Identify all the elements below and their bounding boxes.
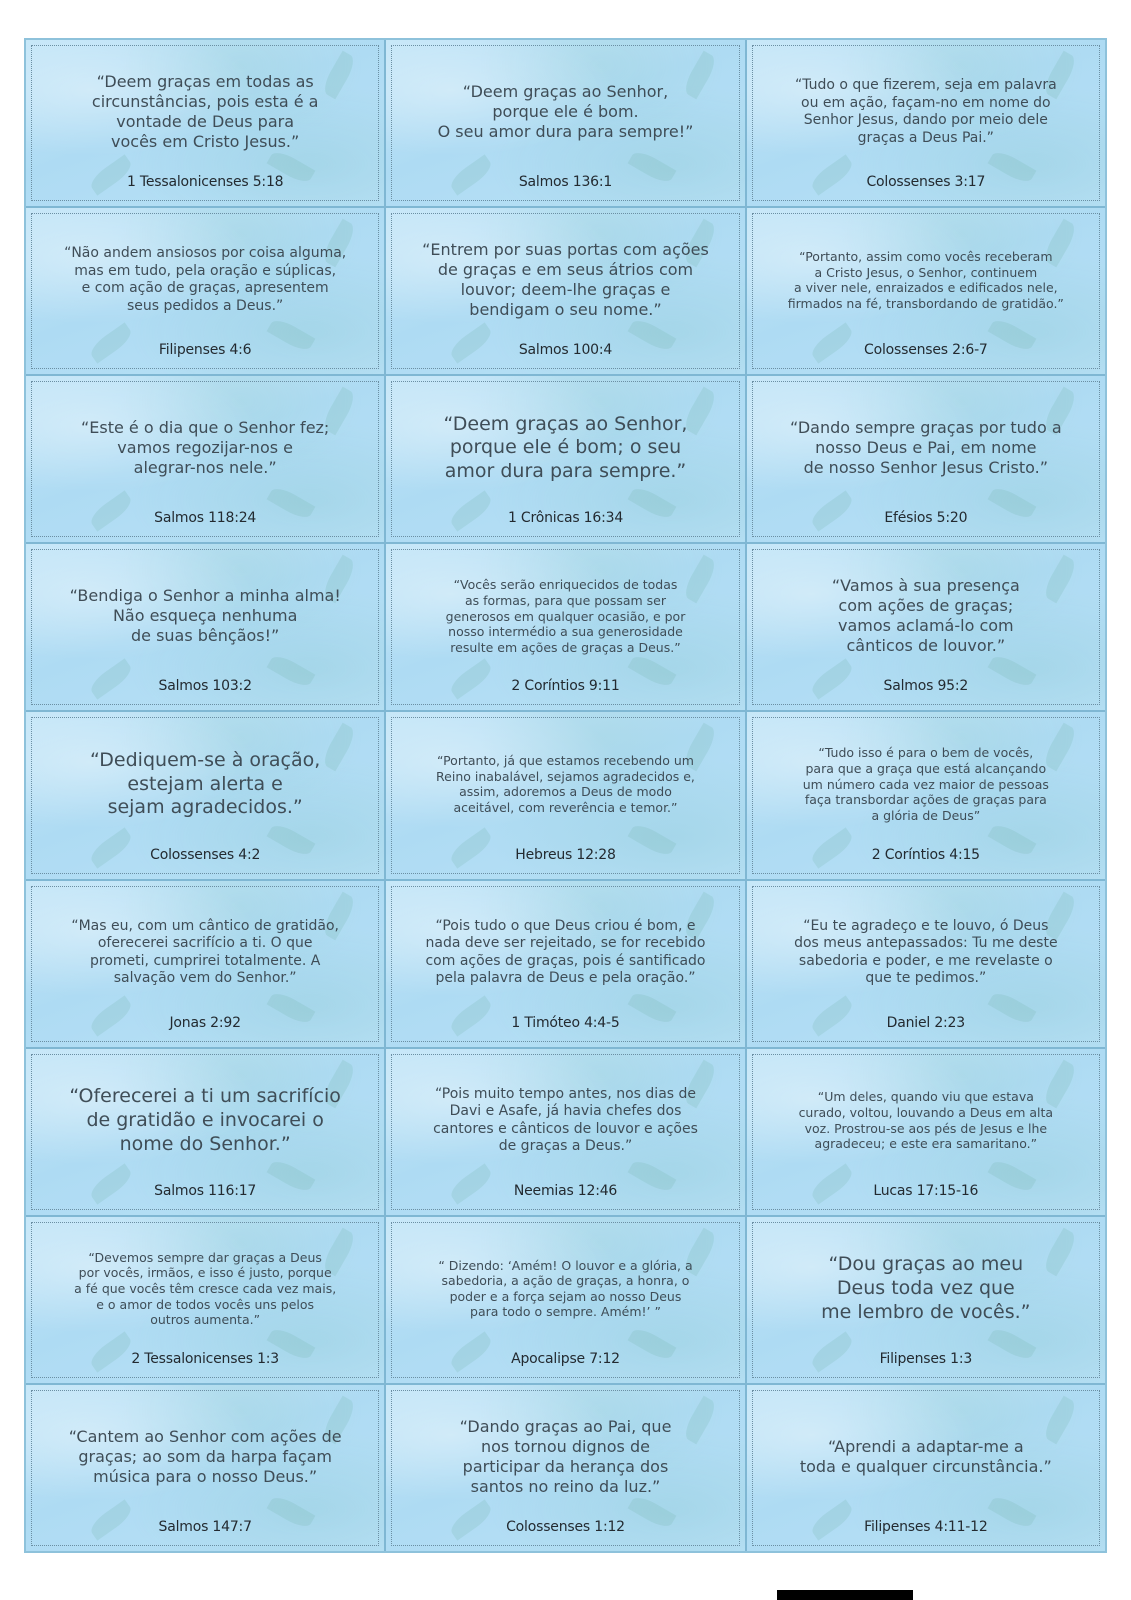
- verse-reference: Apocalipse 7:12: [511, 1350, 620, 1367]
- verse-card: [747, 208, 1105, 374]
- verse-quote: “Vamos à sua presença com ações de graças; vamos aclamá-lo com cânticos de louvor.”: [831, 576, 1020, 656]
- verse-reference: Salmos 100:4: [518, 342, 613, 359]
- verse-reference: Filipenses 1:3: [879, 1350, 973, 1367]
- verse-card: [26, 544, 384, 710]
- verse-reference: Salmos 147:7: [158, 1519, 252, 1535]
- verse-card: [386, 208, 744, 374]
- verse-card: [26, 40, 384, 206]
- verse-quote: “Portanto, assim como vocês receberam a Cristo Jesus, o Senhor, continuem a viver nele, enraizados e edificados nele, firmados na fé, transbordando de gratidão.”: [787, 248, 1064, 311]
- verse-quote: “Um deles, quando viu que estava curado, voltou, louvando a Deus em alta voz. Prostrou-se aos pés de Jesus e lhe agradeceu; e este era samaritano.”: [798, 1089, 1054, 1152]
- verse-quote: “Eu te agradeço e te louvo, ó Deus dos meus antepassados: Tu me deste sabedoria e poder, e me revelaste o que te pedimos.”: [794, 917, 1058, 987]
- verse-quote: “Dou graças ao meu Deus toda vez que me lembro de vocês.”: [821, 1253, 1031, 1323]
- verse-reference: Salmos 95:2: [883, 678, 969, 695]
- verse-card: [26, 1217, 384, 1383]
- verse-reference: Colossenses 4:2: [150, 846, 261, 863]
- verse-card: [26, 376, 384, 542]
- verse-card: [26, 881, 384, 1047]
- verse-card: [747, 1385, 1105, 1551]
- verse-reference: 2 Tessalonicenses 1:3: [131, 1350, 280, 1367]
- verse-quote: “Devemos sempre dar graças a Deus por vocês, irmãos, e isso é justo, porque a fé que vocês têm cresce cada vez mais, e o amor de todos vocês uns pelos outros aumenta.”: [74, 1249, 337, 1328]
- verse-quote: “Tudo isso é para o bem de vocês, para que a graça que está alcançando um número cada vez maior de pessoas faça transbordar ações de graças para a glória de Deus”: [802, 745, 1049, 823]
- verse-reference: 1 Timóteo 4:4-5: [511, 1014, 620, 1031]
- verse-reference: Lucas 17:15-16: [873, 1182, 979, 1199]
- verse-quote: “Deem graças em todas as circunstâncias, pois esta é a vontade de Deus para vocês em Cristo Jesus.”: [91, 72, 319, 152]
- verse-reference: Colossenses 1:12: [506, 1519, 625, 1535]
- verse-quote: “Dando graças ao Pai, que nos tornou dignos de participar da herança dos santos no reino da luz.”: [459, 1416, 672, 1496]
- verse-quote: “Portanto, já que estamos recebendo um Reino inabalável, sejamos agradecidos e, assim, adoremos a Deus de modo aceitável, com reverência e temor.”: [436, 753, 695, 816]
- verse-reference: 1 Tessalonicenses 5:18: [126, 174, 284, 191]
- verse-card: [386, 40, 744, 206]
- verse-reference: Filipenses 4:11-12: [864, 1519, 988, 1535]
- verse-card: [386, 376, 744, 542]
- verse-card: [26, 712, 384, 878]
- verse-reference: Hebreus 12:28: [515, 846, 616, 863]
- verse-quote: “Pois muito tempo antes, nos dias de Davi e Asafe, já havia chefes dos cantores e cânticos de louvor e ações de graças a Deus.”: [433, 1085, 698, 1155]
- verse-reference: 2 Coríntios 9:11: [511, 678, 620, 695]
- verse-quote: “Pois tudo o que Deus criou é bom, e nada deve ser rejeitado, se for recebido com ações de graças, pois é santificado pela palavra de Deus e pela oração.”: [425, 917, 706, 987]
- verse-card: [747, 712, 1105, 878]
- redaction-bar: [777, 1590, 913, 1600]
- verse-quote: “ Dizendo: ‘Amém! O louvor e a glória, a sabedoria, a ação de graças, a honra, o poder e a força sejam ao nosso Deus para todo o sempre. Amém!’ ”: [438, 1257, 693, 1320]
- verse-quote: “Bendiga o Senhor a minha alma! Não esqueça nenhuma de suas bênçãos!”: [69, 586, 341, 646]
- verse-card: [747, 1217, 1105, 1383]
- verse-quote: “Tudo o que fizerem, seja em palavra ou em ação, façam-no em nome do Senhor Jesus, dando por meio dele graças a Deus Pai.”: [794, 77, 1057, 146]
- verse-card: [747, 376, 1105, 542]
- verse-reference: Filipenses 4:6: [158, 342, 252, 359]
- verse-quote: “Mas eu, com um cântico de gratidão, oferecerei sacrifício a ti. O que prometi, cumprirei totalmente. A salvação vem do Senhor.”: [71, 917, 339, 987]
- verse-card: [386, 1217, 744, 1383]
- verse-reference: Colossenses 3:17: [866, 174, 986, 191]
- verse-quote: “Oferecerei a ti um sacrifício de gratidão e invocarei o nome do Senhor.”: [69, 1085, 341, 1155]
- verse-reference: Neemias 12:46: [513, 1182, 618, 1199]
- verse-quote: “Este é o dia que o Senhor fez; vamos regozijar-nos e alegrar-nos nele.”: [80, 418, 330, 478]
- verse-quote: “Dediquem-se à oração, estejam alerta e sejam agradecidos.”: [90, 748, 321, 819]
- verse-quote: “Dando sempre graças por tudo a nosso Deus e Pai, em nome de nosso Senhor Jesus Cristo.”: [790, 418, 1062, 478]
- verse-reference: Salmos 103:2: [158, 678, 252, 695]
- verse-card: [26, 1385, 384, 1551]
- verse-quote: “Não andem ansiosos por coisa alguma, mas em tudo, pela oração e súplicas, e com ação de graças, apresentem seus pedidos a Deus.”: [64, 245, 347, 314]
- verse-card: [747, 544, 1105, 710]
- verse-card: [386, 1385, 744, 1551]
- verse-quote: “Vocês serão enriquecidos de todas as formas, para que possam ser generosos em qualquer ocasião, e por nosso intermédio a sua generosidade resulte em ações de graças a Deus.”: [445, 577, 686, 655]
- verse-card: [386, 544, 744, 710]
- verse-card: [26, 208, 384, 374]
- verse-reference: Salmos 118:24: [154, 510, 257, 527]
- verse-reference: 2 Coríntios 4:15: [871, 846, 980, 863]
- verse-reference: Jonas 2:92: [169, 1014, 241, 1031]
- verse-quote: “Aprendi a adaptar-me a toda e qualquer circunstância.”: [799, 1436, 1052, 1476]
- verse-card-sheet: [24, 38, 1107, 1553]
- verse-quote: “Cantem ao Senhor com ações de graças; ao som da harpa façam música para o nosso Deus.”: [68, 1426, 342, 1486]
- verse-reference: Salmos 136:1: [518, 174, 613, 191]
- verse-quote: “Deem graças ao Senhor, porque ele é bom; o seu amor dura para sempre.”: [443, 412, 688, 483]
- verse-quote: “Deem graças ao Senhor, porque ele é bom. O seu amor dura para sempre!”: [437, 82, 694, 142]
- verse-card: [747, 40, 1105, 206]
- verse-card: [386, 1049, 744, 1215]
- verse-card: [747, 881, 1105, 1047]
- verse-card: [386, 712, 744, 878]
- verse-card: [747, 1049, 1105, 1215]
- verse-reference: Salmos 116:17: [154, 1182, 257, 1199]
- verse-reference: Daniel 2:23: [886, 1014, 965, 1031]
- verse-card: [26, 1049, 384, 1215]
- verse-reference: Colossenses 2:6-7: [864, 342, 988, 359]
- verse-card: [386, 881, 744, 1047]
- verse-reference: Efésios 5:20: [884, 510, 968, 527]
- verse-quote: “Entrem por suas portas com ações de graças e em seus átrios com louvor; deem-lhe graças e bendigam o seu nome.”: [422, 240, 709, 320]
- verse-reference: 1 Crônicas 16:34: [507, 510, 624, 527]
